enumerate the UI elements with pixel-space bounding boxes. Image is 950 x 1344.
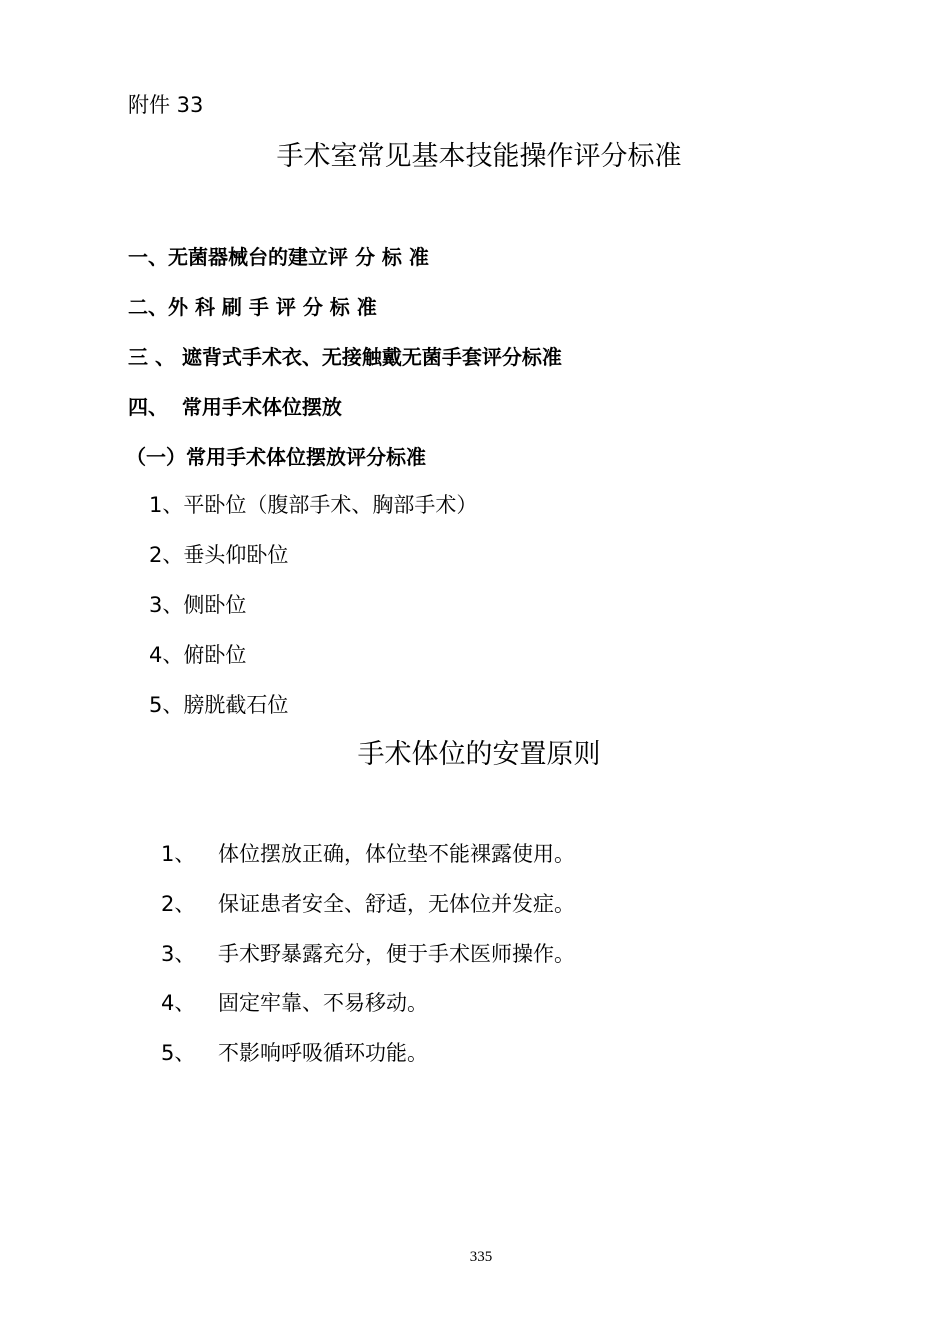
principle-text: 不影响呼吸循环功能。: [218, 1041, 428, 1065]
principle-item: [161, 938, 575, 968]
attachment-label: 附件 33: [128, 93, 204, 117]
principle-item: [161, 987, 428, 1017]
principle-item: [161, 888, 575, 918]
principle-number: 1、: [161, 842, 196, 866]
heading-gown-and-gloves: 三 、 遮背式手术衣、无接触戴无菌手套评分标准: [128, 345, 562, 369]
heading-surgical-positioning: 四、 常用手术体位摆放: [128, 395, 342, 419]
principle-text: 手术野暴露充分，便于手术医师操作。: [218, 942, 575, 966]
principle-item: [161, 838, 575, 868]
position-item-supine: 1、平卧位（腹部手术、胸部手术）: [149, 493, 478, 517]
principle-number: 3、: [161, 942, 196, 966]
principle-number: 2、: [161, 892, 196, 916]
position-item-head-down-supine: 2、垂头仰卧位: [149, 543, 289, 567]
position-item-prone: 4、俯卧位: [149, 643, 247, 667]
principle-text: 固定牢靠、不易移动。: [218, 991, 428, 1015]
principle-item: [161, 1037, 428, 1067]
principle-number: 5、: [161, 1041, 196, 1065]
position-item-lateral: 3、侧卧位: [149, 593, 247, 617]
principle-text: 保证患者安全、舒适，无体位并发症。: [218, 892, 575, 916]
principle-text: 体位摆放正确，体位垫不能裸露使用。: [218, 842, 575, 866]
principles-title: 手术体位的安置原则: [357, 739, 601, 770]
heading-surgical-scrub: 二、外 科 刷 手 评 分 标 准: [128, 295, 377, 319]
principle-number: 4、: [161, 991, 196, 1015]
heading-sterile-instrument-table: 一、无菌器械台的建立评 分 标 准: [128, 245, 429, 269]
document-title: 手术室常见基本技能操作评分标准: [276, 141, 682, 172]
page-number: 335: [469, 1249, 493, 1265]
position-item-lithotomy: 5、膀胱截石位: [149, 693, 289, 717]
subheading-positioning-standards: （一）常用手术体位摆放评分标准: [126, 445, 426, 469]
